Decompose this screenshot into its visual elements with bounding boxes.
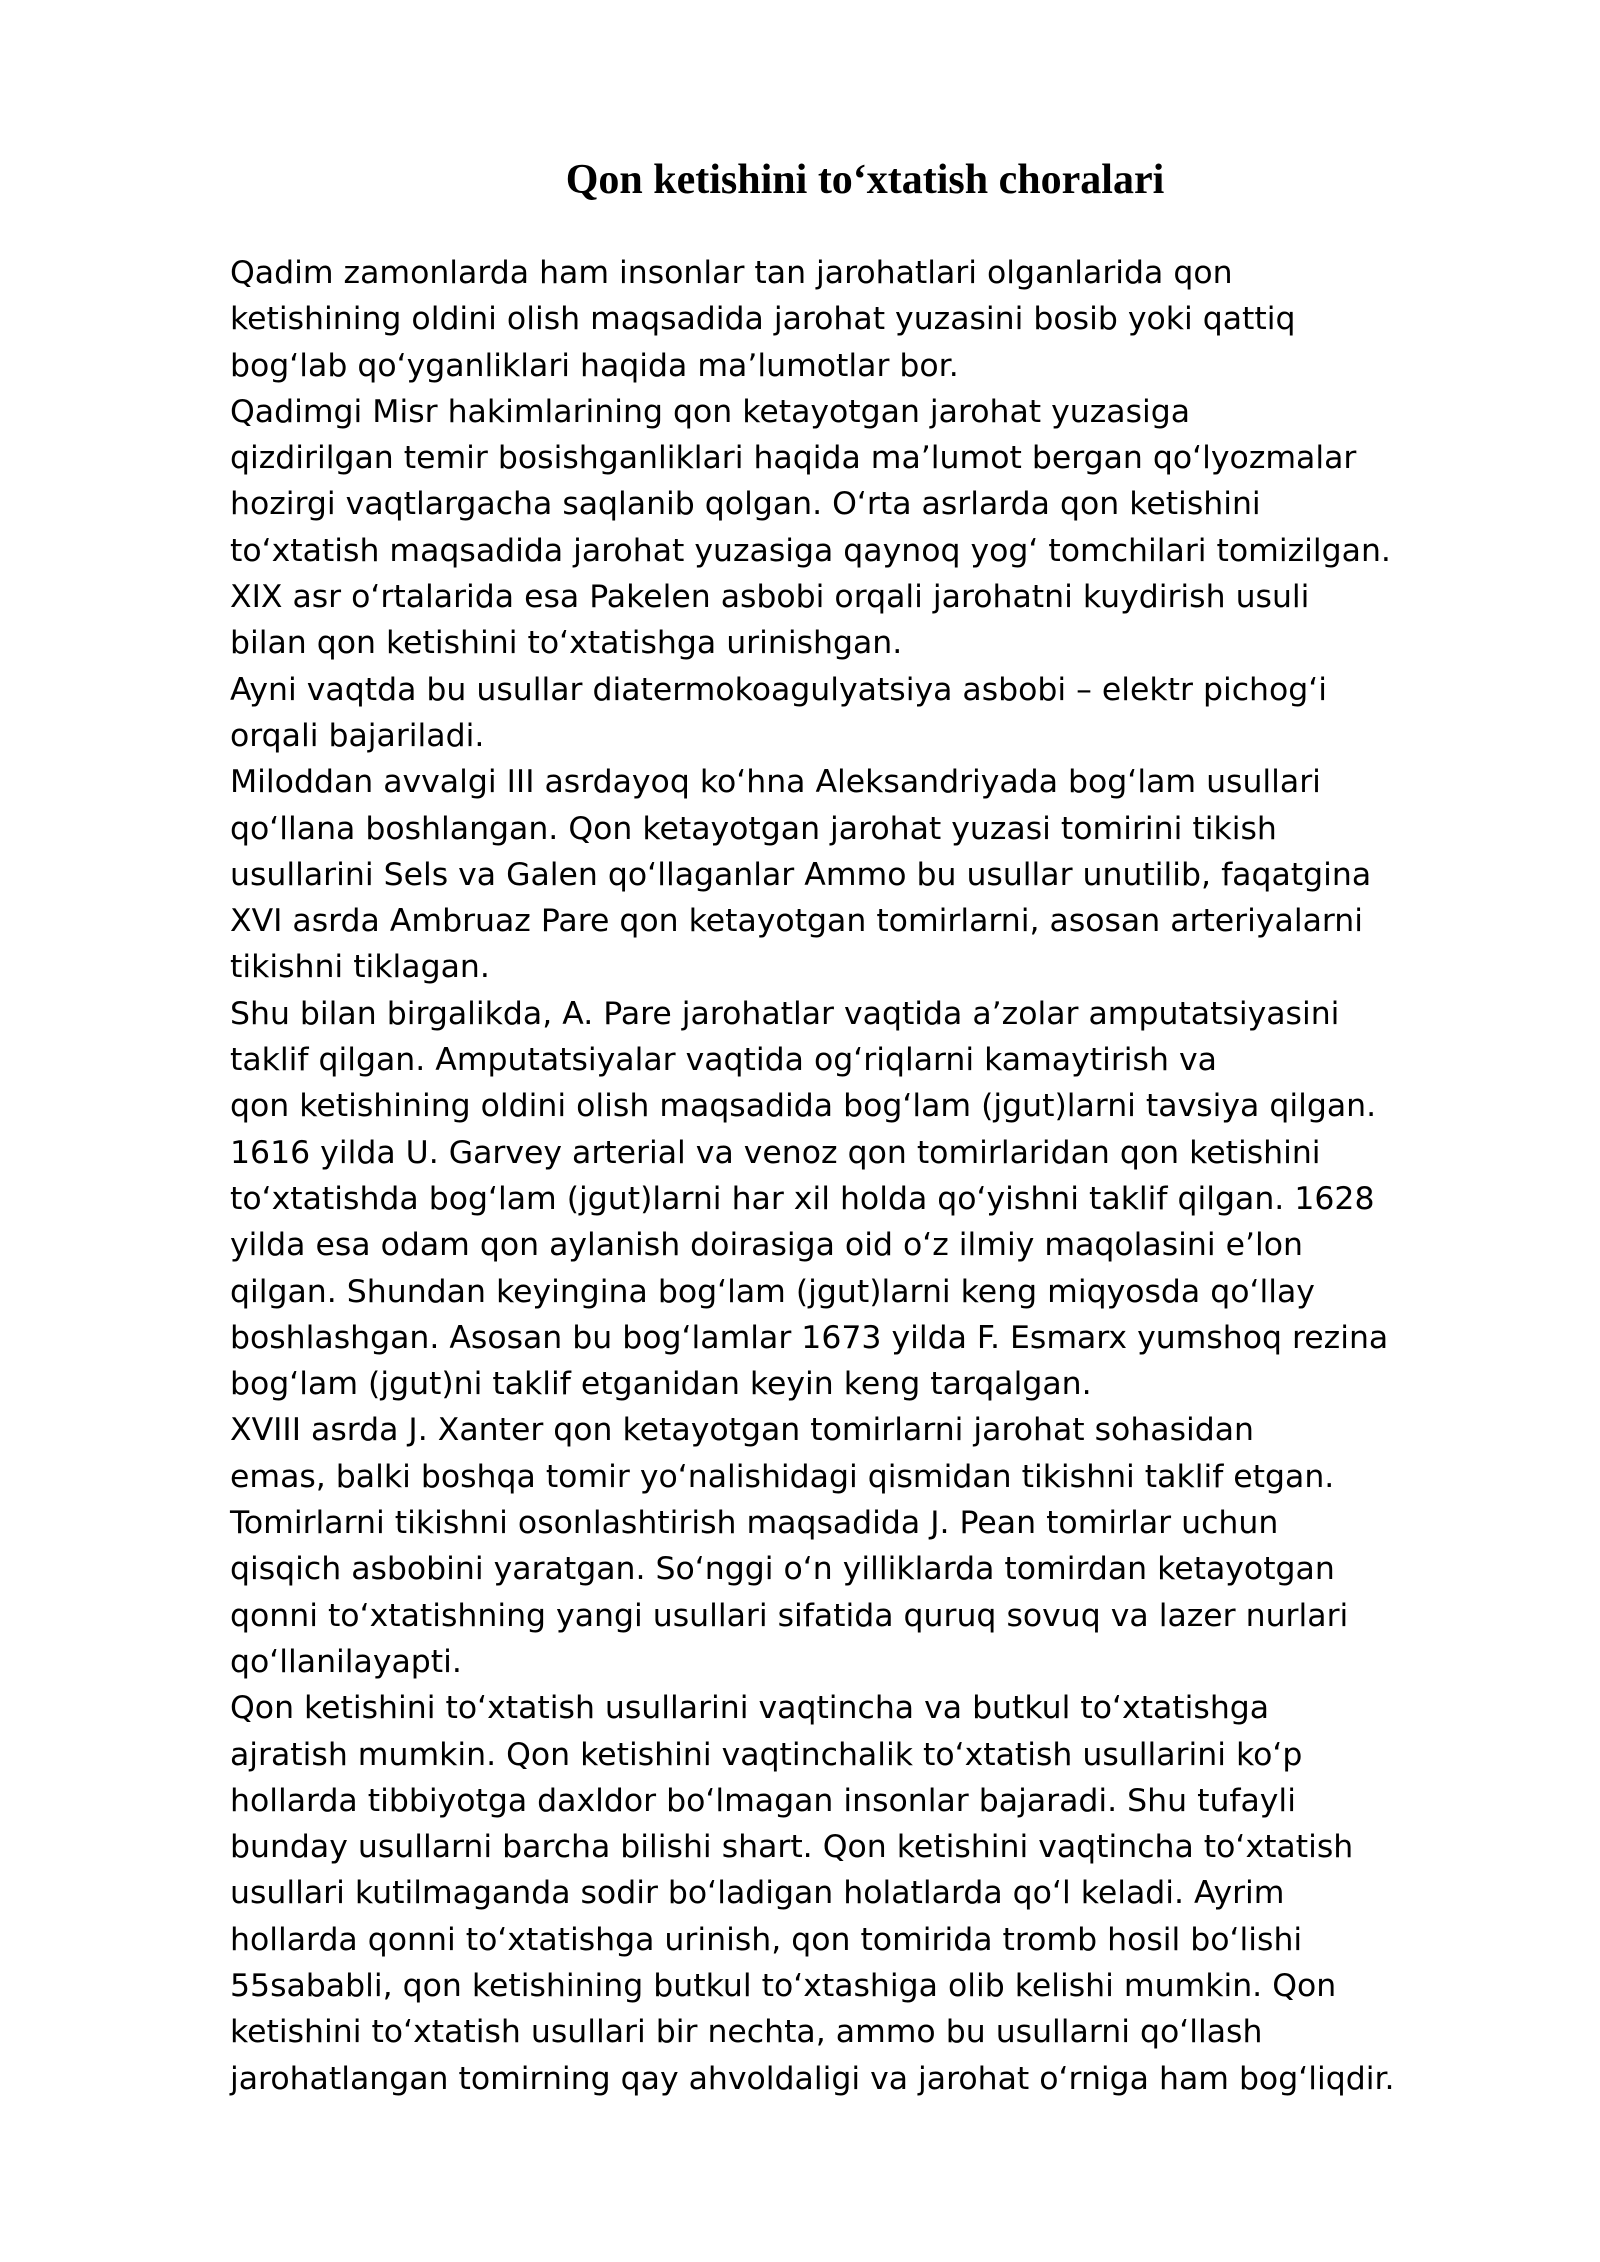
text-line: XVI asrda Ambruaz Pare qon ketayotgan tomirlarni, asosan arteriyalarni [230, 903, 1364, 940]
text-line: hozirgi vaqtlargacha saqlanib qolgan. O‘rta asrlarda qon ketishini [230, 486, 1261, 523]
text-line: Ayni vaqtda bu usullar diatermokoagulyatsiya asbobi – elektr pichog‘i [230, 671, 1328, 708]
document-body [230, 250, 1470, 2102]
text-line: qilgan. Shundan keyingina bog‘lam (jgut)larni keng miqyosda qo‘llay [230, 1273, 1315, 1310]
text-line: qo‘llanilayapti. [230, 1643, 462, 1680]
text-line: qo‘llana boshlangan. Qon ketayotgan jarohat yuzasi tomirini tikish [230, 810, 1277, 847]
text-line: 1616 yilda U. Garvey arterial va venoz qon tomirlaridan qon ketishini [230, 1134, 1321, 1171]
text-line: to‘xtatish maqsadida jarohat yuzasiga qaynoq yog‘ tomchilari tomizilgan. [230, 532, 1391, 569]
text-line: usullarini Sels va Galen qo‘llaganlar Ammo bu usullar unutilib, faqatgina [230, 856, 1372, 893]
text-line: Shu bilan birgalikda, A. Pare jarohatlar vaqtida a’zolar amputatsiyasini [230, 995, 1340, 1032]
document-title: Qon ketishini to‘xtatish choralari [565, 157, 1165, 203]
text-line: Qadimgi Misr hakimlarining qon ketayotgan jarohat yuzasiga [230, 393, 1191, 430]
text-line: to‘xtatishda bog‘lam (jgut)larni har xil holda qo‘yishni taklif qilgan. 1628 [230, 1180, 1375, 1217]
text-line: XVIII asrda J. Xanter qon ketayotgan tomirlarni jarohat sohasidan [230, 1412, 1255, 1449]
text-line: qizdirilgan temir bosishganliklari haqida ma’lumot bergan qo‘lyozmalar [230, 440, 1357, 477]
text-line: hollarda qonni to‘xtatishga urinish, qon tomirida tromb hosil bo‘lishi [230, 1921, 1303, 1958]
text-line: Qon ketishini to‘xtatish usullarini vaqtincha va butkul to‘xtatishga [230, 1690, 1270, 1727]
text-line: hollarda tibbiyotga daxldor bo‘lmagan insonlar bajaradi. Shu tufayli [230, 1782, 1296, 1819]
text-line: usullari kutilmaganda sodir bo‘ladigan holatlarda qo‘l keladi. Ayrim [230, 1875, 1285, 1912]
text-line: bog‘lab qo‘yganliklari haqida ma’lumotlar bor. [230, 347, 959, 384]
text-line: boshlashgan. Asosan bu bog‘lamlar 1673 yilda F. Esmarx yumshoq rezina [230, 1319, 1389, 1356]
text-line: 55sababli, qon ketishining butkul to‘xtashiga olib kelishi mumkin. Qon [230, 1967, 1337, 2004]
text-line: bog‘lam (jgut)ni taklif etganidan keyin keng tarqalgan. [230, 1366, 1092, 1403]
text-line: Tomirlarni tikishni osonlashtirish maqsadida J. Pean tomirlar uchun [230, 1505, 1279, 1542]
text-line: bilan qon ketishini to‘xtatishga urinishgan. [230, 625, 903, 662]
text-line: orqali bajariladi. [230, 717, 485, 754]
text-line: jarohatlangan tomirning qay ahvoldaligi va jarohat o‘rniga ham bog‘liqdir. [230, 2060, 1395, 2097]
text-line: qisqich asbobini yaratgan. So‘nggi o‘n yilliklarda tomirdan ketayotgan [230, 1551, 1335, 1588]
text-line: qon ketishining oldini olish maqsadida bog‘lam (jgut)larni tavsiya qilgan. [230, 1088, 1377, 1125]
text-line: bunday usullarni barcha bilishi shart. Qon ketishini vaqtincha to‘xtatish [230, 1829, 1354, 1866]
text-line: XIX asr o‘rtalarida esa Pakelen asbobi orqali jarohatni kuydirish usuli [230, 579, 1310, 616]
text-line: tikishni tiklagan. [230, 949, 490, 986]
text-line: taklif qilgan. Amputatsiyalar vaqtida og‘riqlarni kamaytirish va [230, 1042, 1217, 1079]
text-line: Miloddan avvalgi III asrdayoq ko‘hna Aleksandriyada bog‘lam usullari [230, 764, 1321, 801]
text-line: ketishini to‘xtatish usullari bir nechta, ammo bu usullarni qo‘llash [230, 2014, 1263, 2051]
text-line: ajratish mumkin. Qon ketishini vaqtinchalik to‘xtatish usullarini ko‘p [230, 1736, 1303, 1773]
text-line: Qadim zamonlarda ham insonlar tan jarohatlari olganlarida qon [230, 255, 1233, 291]
text-line: emas, balki boshqa tomir yo‘nalishidagi qismidan tikishni taklif etgan. [230, 1458, 1335, 1495]
text-line: yilda esa odam qon aylanish doirasiga oid o‘z ilmiy maqolasini e’lon [230, 1227, 1303, 1264]
text-line: ketishining oldini olish maqsadida jarohat yuzasini bosib yoki qattiq [230, 301, 1296, 338]
text-line: qonni to‘xtatishning yangi usullari sifatida quruq sovuq va lazer nurlari [230, 1597, 1349, 1634]
